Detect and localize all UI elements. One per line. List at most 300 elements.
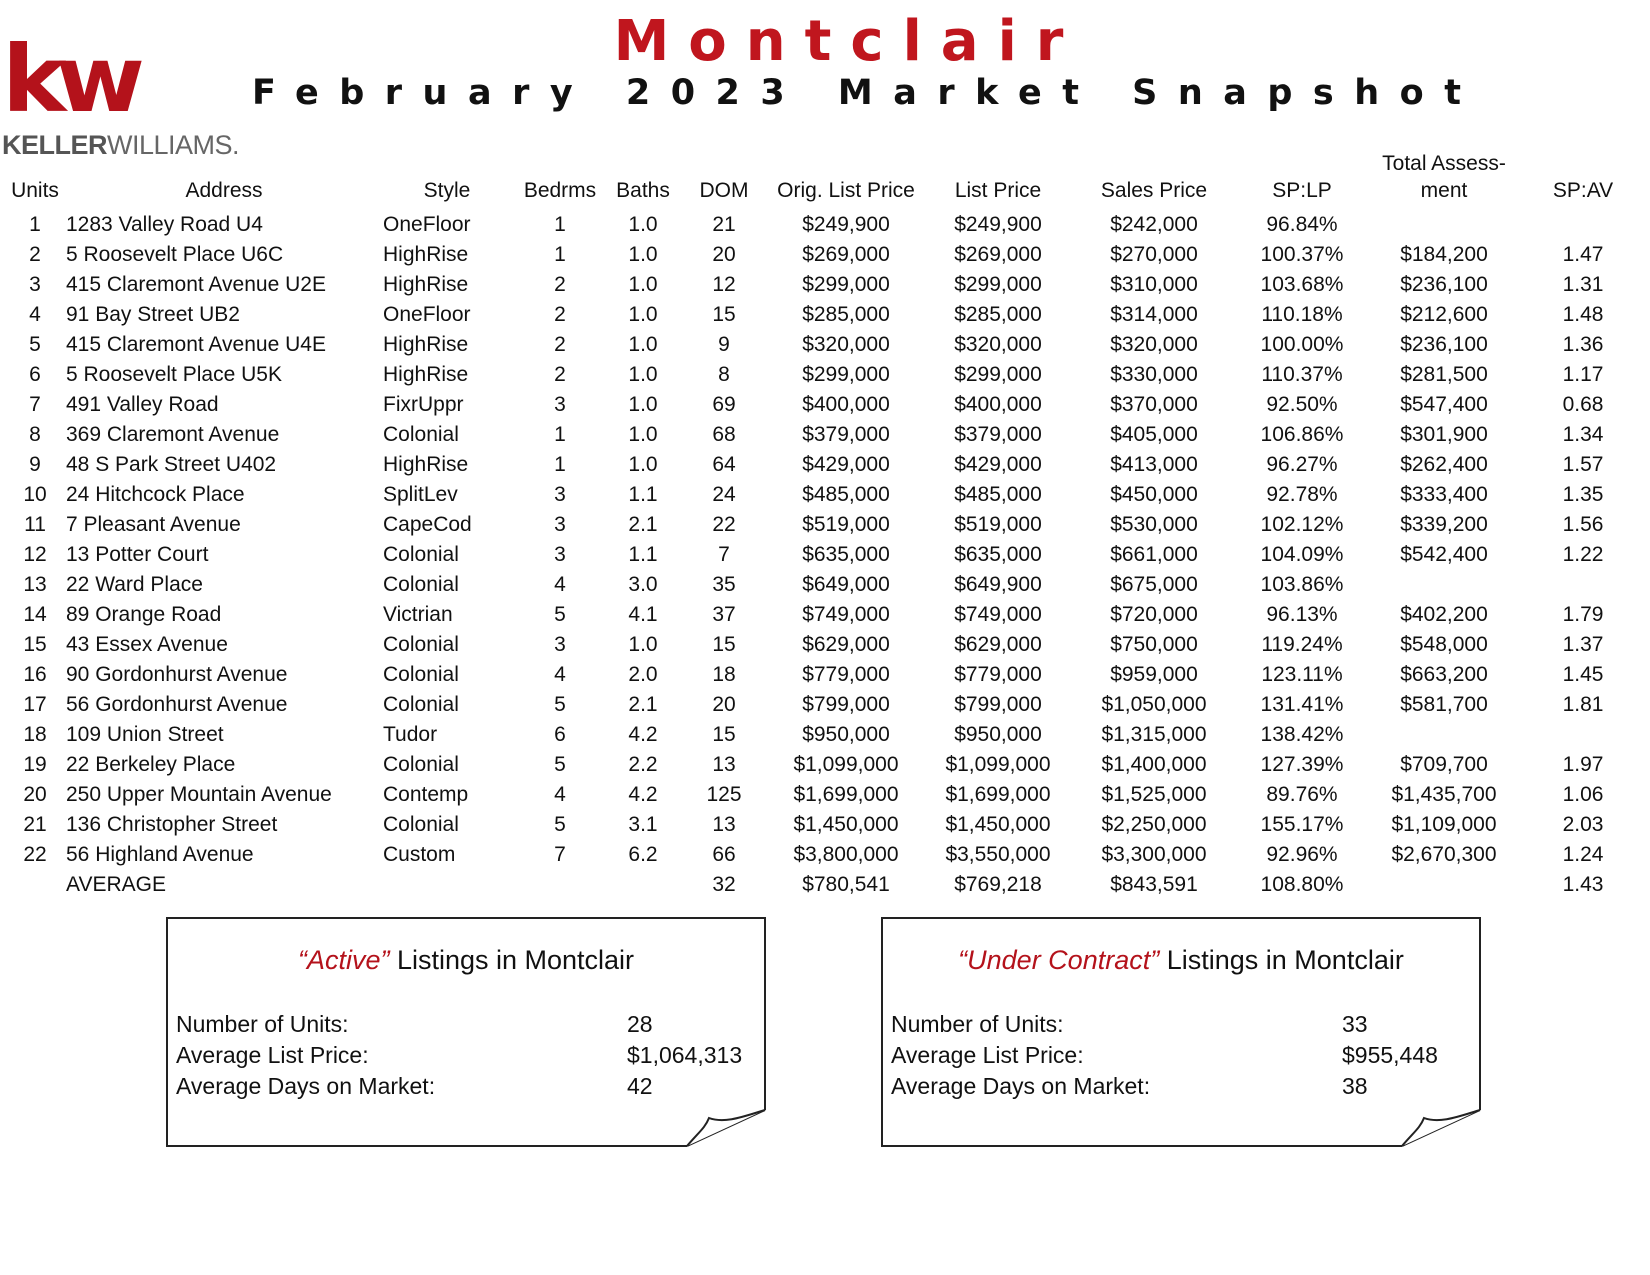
table-cell-orig-list-price: $1,699,000 <box>793 783 899 806</box>
table-cell-dom: 18 <box>712 663 736 686</box>
contract-title-rest: Listings in Montclair <box>1159 945 1404 975</box>
table-cell-sp-av: 1.81 <box>1562 693 1604 716</box>
table-row <box>4 750 1648 780</box>
table-cell-bedrms: 1 <box>554 453 566 476</box>
table-cell-unit: 7 <box>29 393 41 416</box>
table-cell-bedrms: 3 <box>554 543 566 566</box>
table-cell-unit: 20 <box>23 783 47 806</box>
table-cell-bedrms: 6 <box>554 723 566 746</box>
table-cell-baths: 1.0 <box>628 453 658 476</box>
table-cell-style: Contemp <box>383 783 469 806</box>
table-cell-style: Tudor <box>383 723 438 746</box>
table-cell-bedrms: 4 <box>554 783 566 806</box>
table-cell-baths: 3.0 <box>628 573 658 596</box>
table-cell-orig-list-price: $320,000 <box>802 333 890 356</box>
table-row <box>4 660 1648 690</box>
table-cell-unit: 19 <box>23 753 47 776</box>
table-cell-total-assessment <box>1370 210 1518 240</box>
table-cell-baths: 2.2 <box>628 753 658 776</box>
table-cell-list-price: $629,000 <box>954 633 1042 656</box>
table-cell-list-price: $649,900 <box>954 573 1042 596</box>
table-cell-style: HighRise <box>383 363 469 386</box>
table-cell-bedrms: 5 <box>554 693 566 716</box>
col-header-sp-lp: SP:LP <box>1272 179 1332 202</box>
table-cell-dom: 66 <box>712 843 736 866</box>
table-cell-address: 491 Valley Road <box>66 393 219 416</box>
table-cell-sales-price: $1,315,000 <box>1101 723 1207 746</box>
table-cell-sp-lp: 138.42% <box>1260 723 1344 746</box>
table-cell-total-assessment: $581,700 <box>1400 693 1488 716</box>
table-cell-dom: 125 <box>706 783 742 806</box>
table-row <box>4 510 1648 540</box>
table-cell-address: 5 Roosevelt Place U5K <box>66 363 282 386</box>
table-cell-address: 415 Claremont Avenue U2E <box>66 273 326 296</box>
table-cell-sp-lp: 106.86% <box>1260 423 1344 446</box>
table-cell-total-assessment: $548,000 <box>1400 633 1488 656</box>
table-cell-orig-list-price: $269,000 <box>802 243 890 266</box>
table-cell-style: HighRise <box>383 243 469 266</box>
table-cell-sales-price: $2,250,000 <box>1101 813 1207 836</box>
table-average-row <box>4 870 1648 900</box>
table-cell-baths: 1.1 <box>628 543 658 566</box>
active-listings-box <box>166 917 766 1147</box>
table-cell-dom: 13 <box>712 753 736 776</box>
col-header-sales-price: Sales Price <box>1100 179 1208 202</box>
table-cell-baths: 2.0 <box>628 663 658 686</box>
average-list-price: $769,218 <box>954 873 1042 896</box>
table-cell-unit: 13 <box>23 573 47 596</box>
table-cell-sp-lp: 102.12% <box>1260 513 1344 536</box>
table-cell-dom: 64 <box>712 453 736 476</box>
table-cell-sp-av: 1.06 <box>1562 783 1604 806</box>
table-body <box>4 210 1648 900</box>
table-cell-total-assessment <box>1370 720 1518 750</box>
table-cell-sp-av: 1.34 <box>1562 423 1604 446</box>
table-cell-sales-price: $720,000 <box>1110 603 1198 626</box>
table-cell-baths: 1.0 <box>628 633 658 656</box>
table-cell-orig-list-price: $1,450,000 <box>793 813 899 836</box>
col-header-style: Style <box>423 179 471 202</box>
table-cell-orig-list-price: $285,000 <box>802 303 890 326</box>
page-subtitle: February 2023 Market Snapshot <box>252 73 1482 113</box>
table-cell-bedrms: 2 <box>554 273 566 296</box>
col-header-units: Units <box>11 179 59 202</box>
col-header-address: Address <box>185 179 263 202</box>
table-cell-dom: 20 <box>712 243 736 266</box>
table-cell-unit: 10 <box>23 483 47 506</box>
table-cell-baths: 4.1 <box>628 603 658 626</box>
table-cell-dom: 15 <box>712 723 736 746</box>
table-cell-total-assessment <box>1370 570 1518 600</box>
table-cell-baths: 1.0 <box>628 243 658 266</box>
table-cell-baths: 2.1 <box>628 693 658 716</box>
table-cell-unit: 11 <box>24 513 46 536</box>
table-cell-bedrms: 2 <box>554 333 566 356</box>
table-cell-list-price: $1,699,000 <box>945 783 1051 806</box>
table-cell-bedrms: 5 <box>554 813 566 836</box>
table-cell-total-assessment: $281,500 <box>1400 363 1488 386</box>
table-cell-list-price: $320,000 <box>954 333 1042 356</box>
table-cell-list-price: $429,000 <box>954 453 1042 476</box>
average-sales-price: $843,591 <box>1110 873 1198 896</box>
table-cell-list-price: $249,900 <box>954 213 1042 236</box>
table-cell-bedrms: 1 <box>554 243 566 266</box>
table-cell-sp-av: 1.79 <box>1562 603 1604 626</box>
table-cell-total-assessment: $1,435,700 <box>1391 783 1497 806</box>
table-cell-total-assessment: $2,670,300 <box>1391 843 1497 866</box>
table-cell-dom: 37 <box>712 603 736 626</box>
average-sp-av: 1.43 <box>1562 873 1604 896</box>
col-header-baths: Baths <box>616 179 670 202</box>
table-cell-sp-lp: 92.96% <box>1266 843 1338 866</box>
table-cell-style: Colonial <box>383 423 459 446</box>
table-cell-list-price: $635,000 <box>954 543 1042 566</box>
table-cell-orig-list-price: $749,000 <box>802 603 890 626</box>
table-cell-unit: 5 <box>29 333 41 356</box>
active-price-value: $1,064,313 <box>627 1042 743 1068</box>
table-cell-orig-list-price: $299,000 <box>802 363 890 386</box>
table-cell-total-assessment: $333,400 <box>1400 483 1488 506</box>
table-cell-bedrms: 2 <box>554 303 566 326</box>
table-cell-dom: 24 <box>712 483 736 506</box>
table-cell-unit: 2 <box>29 243 41 266</box>
table-cell-empty <box>4 870 66 900</box>
table-cell-sp-lp: 92.78% <box>1266 483 1338 506</box>
table-cell-baths: 4.2 <box>628 783 658 806</box>
table-cell-dom: 9 <box>718 333 730 356</box>
table-cell-style: Colonial <box>383 813 459 836</box>
table-cell-orig-list-price: $519,000 <box>802 513 890 536</box>
table-cell-empty <box>512 870 608 900</box>
table-cell-sales-price: $1,525,000 <box>1101 783 1207 806</box>
table-cell-sp-lp: 104.09% <box>1260 543 1344 566</box>
table-cell-bedrms: 5 <box>554 753 566 776</box>
average-dom: 32 <box>712 873 736 896</box>
table-cell-dom: 15 <box>712 303 736 326</box>
table-cell-orig-list-price: $429,000 <box>802 453 890 476</box>
table-cell-address: 48 S Park Street U402 <box>66 453 277 476</box>
table-cell-baths: 1.0 <box>628 273 658 296</box>
table-cell-orig-list-price: $649,000 <box>802 573 890 596</box>
table-cell-sp-lp: 96.84% <box>1266 213 1338 236</box>
sales-table <box>4 150 1648 900</box>
table-row <box>4 270 1648 300</box>
table-cell-sp-lp: 103.86% <box>1260 573 1344 596</box>
table-row <box>4 450 1648 480</box>
table-cell-sales-price: $370,000 <box>1110 393 1198 416</box>
table-cell-address: 22 Ward Place <box>66 573 203 596</box>
table-cell-sp-av <box>1518 210 1648 240</box>
table-cell-dom: 21 <box>712 213 736 236</box>
table-cell-style: SplitLev <box>383 483 458 506</box>
table-cell-unit: 22 <box>23 843 47 866</box>
table-cell-style: Colonial <box>383 573 459 596</box>
table-cell-sales-price: $270,000 <box>1110 243 1198 266</box>
table-cell-orig-list-price: $249,900 <box>802 213 890 236</box>
contract-units-value: 33 <box>1342 1011 1368 1037</box>
table-cell-bedrms: 3 <box>554 633 566 656</box>
table-row <box>4 330 1648 360</box>
table-cell-orig-list-price: $779,000 <box>802 663 890 686</box>
table-row <box>4 840 1648 870</box>
table-cell-style: Colonial <box>383 663 459 686</box>
table-cell-list-price: $3,550,000 <box>945 843 1051 866</box>
table-cell-address: 91 Bay Street UB2 <box>66 303 240 326</box>
table-row <box>4 240 1648 270</box>
table-cell-address: 1283 Valley Road U4 <box>66 213 263 236</box>
table-cell-baths: 1.0 <box>628 393 658 416</box>
table-cell-total-assessment: $547,400 <box>1400 393 1488 416</box>
table-cell-baths: 6.2 <box>628 843 658 866</box>
table-cell-dom: 13 <box>712 813 736 836</box>
col-header-orig-list-price: Orig. List Price <box>777 179 915 202</box>
table-cell-sp-av <box>1518 570 1648 600</box>
table-cell-style: Custom <box>383 843 456 866</box>
active-price-label: Average List Price: <box>176 1042 369 1068</box>
table-cell-unit: 16 <box>23 663 47 686</box>
table-cell-total-assessment: $301,900 <box>1400 423 1488 446</box>
table-cell-list-price: $519,000 <box>954 513 1042 536</box>
table-row <box>4 210 1648 240</box>
contract-title-em: “Under Contract” <box>958 945 1160 975</box>
contract-units-label: Number of Units: <box>891 1011 1064 1037</box>
table-cell-list-price: $1,099,000 <box>945 753 1051 776</box>
under-contract-listings-box <box>881 917 1481 1147</box>
table-cell-style: HighRise <box>383 273 469 296</box>
table-cell-baths: 1.0 <box>628 363 658 386</box>
table-cell-style: FixrUppr <box>383 393 464 416</box>
table-cell-sp-av: 1.35 <box>1562 483 1604 506</box>
table-cell-dom: 22 <box>712 513 736 536</box>
table-cell-sp-av: 1.57 <box>1562 453 1604 476</box>
table-cell-dom: 69 <box>712 393 736 416</box>
table-cell-sp-av: 1.56 <box>1562 513 1604 536</box>
table-cell-orig-list-price: $379,000 <box>802 423 890 446</box>
table-cell-total-assessment: $1,109,000 <box>1391 813 1497 836</box>
table-row <box>4 690 1648 720</box>
table-cell-sp-lp: 89.76% <box>1266 783 1338 806</box>
table-cell-style: Colonial <box>383 633 459 656</box>
page-title: Montclair <box>613 9 1083 74</box>
table-cell-sp-av: 1.97 <box>1562 753 1604 776</box>
table-cell-sales-price: $530,000 <box>1110 513 1198 536</box>
table-cell-sp-av: 1.17 <box>1562 363 1604 386</box>
table-cell-address: 136 Christopher Street <box>66 813 278 836</box>
table-cell-empty <box>608 870 678 900</box>
table-row <box>4 570 1648 600</box>
table-cell-sales-price: $310,000 <box>1110 273 1198 296</box>
table-cell-sp-lp: 155.17% <box>1260 813 1344 836</box>
table-cell-style: CapeCod <box>383 513 472 536</box>
active-title-rest: Listings in Montclair <box>389 945 635 975</box>
table-cell-sales-price: $959,000 <box>1110 663 1198 686</box>
table-cell-list-price: $299,000 <box>954 273 1042 296</box>
table-cell-sp-av: 1.37 <box>1562 633 1604 656</box>
table-cell-unit: 14 <box>23 603 47 626</box>
assess-header-line1: Total Assess- <box>1382 152 1506 175</box>
table-cell-unit: 1 <box>29 213 41 236</box>
active-title-em: “Active” <box>297 945 390 975</box>
table-cell-sales-price: $661,000 <box>1110 543 1198 566</box>
table-cell-unit: 4 <box>29 303 41 326</box>
table-cell-sp-lp: 103.68% <box>1260 273 1344 296</box>
table-cell-bedrms: 2 <box>554 363 566 386</box>
table-cell-total-assessment: $184,200 <box>1400 243 1488 266</box>
table-cell-sales-price: $405,000 <box>1110 423 1198 446</box>
table-cell-bedrms: 4 <box>554 663 566 686</box>
table-cell-list-price: $299,000 <box>954 363 1042 386</box>
table-cell-baths: 1.0 <box>628 303 658 326</box>
table-cell-sp-av: 1.31 <box>1562 273 1604 296</box>
table-cell-unit: 17 <box>23 693 47 716</box>
table-cell-orig-list-price: $3,800,000 <box>793 843 899 866</box>
table-cell-address: 22 Berkeley Place <box>66 753 236 776</box>
table-cell-address: 43 Essex Avenue <box>66 633 228 656</box>
table-cell-address: 109 Union Street <box>66 723 224 746</box>
table-cell-address: 13 Potter Court <box>66 543 209 566</box>
table-cell-address: 369 Claremont Avenue <box>66 423 280 446</box>
table-cell-sp-lp: 96.13% <box>1266 603 1338 626</box>
table-cell-baths: 1.0 <box>628 213 658 236</box>
table-row <box>4 480 1648 510</box>
table-cell-list-price: $400,000 <box>954 393 1042 416</box>
table-cell-style: Colonial <box>383 753 459 776</box>
table-cell-empty <box>1370 870 1518 900</box>
table-cell-orig-list-price: $485,000 <box>802 483 890 506</box>
table-cell-address: 250 Upper Mountain Avenue <box>66 783 332 806</box>
table-cell-baths: 1.0 <box>628 333 658 356</box>
col-header-total-assessment <box>1370 150 1518 210</box>
average-orig-list-price: $780,541 <box>802 873 890 896</box>
table-cell-sales-price: $675,000 <box>1110 573 1198 596</box>
contract-listings-title <box>883 943 1479 977</box>
table-cell-address: 7 Pleasant Avenue <box>66 513 241 536</box>
table-cell-list-price: $269,000 <box>954 243 1042 266</box>
table-cell-address: 56 Gordonhurst Avenue <box>66 693 288 716</box>
table-cell-bedrms: 1 <box>554 213 566 236</box>
table-cell-list-price: $799,000 <box>954 693 1042 716</box>
table-cell-sp-lp: 127.39% <box>1260 753 1344 776</box>
table-cell-address: 415 Claremont Avenue U4E <box>66 333 326 356</box>
table-cell-sales-price: $750,000 <box>1110 633 1198 656</box>
table-cell-address: 5 Roosevelt Place U6C <box>66 243 284 266</box>
table-cell-address: 90 Gordonhurst Avenue <box>66 663 288 686</box>
table-cell-sales-price: $450,000 <box>1110 483 1198 506</box>
table-cell-sp-av: 1.24 <box>1562 843 1604 866</box>
kw-logo-mark: kw <box>2 26 135 133</box>
table-cell-baths: 1.1 <box>628 483 658 506</box>
table-row <box>4 720 1648 750</box>
table-cell-style: Victrian <box>383 603 453 626</box>
table-cell-total-assessment: $709,700 <box>1400 753 1488 776</box>
table-cell-empty <box>382 870 512 900</box>
active-dom-value: 42 <box>627 1073 653 1099</box>
table-cell-list-price: $1,450,000 <box>945 813 1051 836</box>
table-row <box>4 390 1648 420</box>
table-cell-sales-price: $1,400,000 <box>1101 753 1207 776</box>
table-cell-bedrms: 5 <box>554 603 566 626</box>
table-cell-style: HighRise <box>383 333 469 356</box>
table-cell-sp-av: 2.03 <box>1562 813 1604 836</box>
col-header-dom: DOM <box>699 179 749 202</box>
table-row <box>4 630 1648 660</box>
assess-header-line2: ment <box>1420 179 1468 202</box>
table-cell-dom: 20 <box>712 693 736 716</box>
average-label: AVERAGE <box>66 873 166 896</box>
table-cell-orig-list-price: $629,000 <box>802 633 890 656</box>
table-cell-total-assessment: $212,600 <box>1400 303 1488 326</box>
table-cell-baths: 4.2 <box>628 723 658 746</box>
table-cell-list-price: $779,000 <box>954 663 1042 686</box>
table-cell-unit: 9 <box>29 453 41 476</box>
table-row <box>4 600 1648 630</box>
table-cell-orig-list-price: $299,000 <box>802 273 890 296</box>
table-cell-total-assessment: $236,100 <box>1400 333 1488 356</box>
table-cell-sp-lp: 110.37% <box>1261 363 1343 386</box>
table-cell-dom: 35 <box>712 573 736 596</box>
table-cell-bedrms: 3 <box>554 393 566 416</box>
table-cell-bedrms: 1 <box>554 423 566 446</box>
table-cell-unit: 21 <box>23 813 47 836</box>
table-cell-total-assessment: $402,200 <box>1400 603 1488 626</box>
table-row <box>4 300 1648 330</box>
contract-price-value: $955,448 <box>1342 1042 1438 1068</box>
table-cell-bedrms: 4 <box>554 573 566 596</box>
table-cell-sales-price: $320,000 <box>1110 333 1198 356</box>
table-cell-sp-lp: 123.11% <box>1261 663 1343 686</box>
active-dom-label: Average Days on Market: <box>176 1073 436 1099</box>
table-cell-unit: 12 <box>23 543 47 566</box>
table-cell-unit: 6 <box>29 363 41 386</box>
table-cell-orig-list-price: $1,099,000 <box>793 753 899 776</box>
table-cell-list-price: $285,000 <box>954 303 1042 326</box>
table-cell-dom: 15 <box>712 633 736 656</box>
table-cell-address: 24 Hitchcock Place <box>66 483 245 506</box>
table-cell-total-assessment: $542,400 <box>1400 543 1488 566</box>
table-cell-sp-lp: 110.18% <box>1261 303 1343 326</box>
page-curl-icon <box>685 1108 767 1148</box>
table-cell-sp-av: 0.68 <box>1562 393 1604 416</box>
table-cell-total-assessment: $339,200 <box>1400 513 1488 536</box>
table-cell-sp-lp: 119.24% <box>1261 633 1343 656</box>
table-cell-dom: 68 <box>712 423 736 446</box>
table-cell-bedrms: 3 <box>554 513 566 536</box>
col-header-list-price: List Price <box>954 179 1042 202</box>
table-cell-sp-av: 1.22 <box>1562 543 1604 566</box>
table-cell-sales-price: $1,050,000 <box>1101 693 1207 716</box>
page-curl-icon <box>1400 1108 1482 1148</box>
table-cell-sales-price: $330,000 <box>1110 363 1198 386</box>
table-cell-unit: 18 <box>23 723 47 746</box>
table-cell-list-price: $485,000 <box>954 483 1042 506</box>
table-cell-dom: 7 <box>718 543 730 566</box>
table-cell-bedrms: 3 <box>554 483 566 506</box>
table-cell-sp-lp: 92.50% <box>1266 393 1338 416</box>
table-cell-style: OneFloor <box>383 303 471 326</box>
table-cell-baths: 1.0 <box>628 423 658 446</box>
table-cell-bedrms: 7 <box>554 843 566 866</box>
table-cell-dom: 8 <box>718 363 730 386</box>
table-cell-sales-price: $3,300,000 <box>1101 843 1207 866</box>
table-cell-unit: 8 <box>29 423 41 446</box>
average-sp-lp: 108.80% <box>1260 873 1344 896</box>
table-cell-baths: 3.1 <box>628 813 658 836</box>
table-cell-style: OneFloor <box>383 213 471 236</box>
table-cell-sp-av: 1.36 <box>1562 333 1604 356</box>
table-cell-list-price: $749,000 <box>954 603 1042 626</box>
table-row <box>4 420 1648 450</box>
contract-dom-label: Average Days on Market: <box>891 1073 1151 1099</box>
